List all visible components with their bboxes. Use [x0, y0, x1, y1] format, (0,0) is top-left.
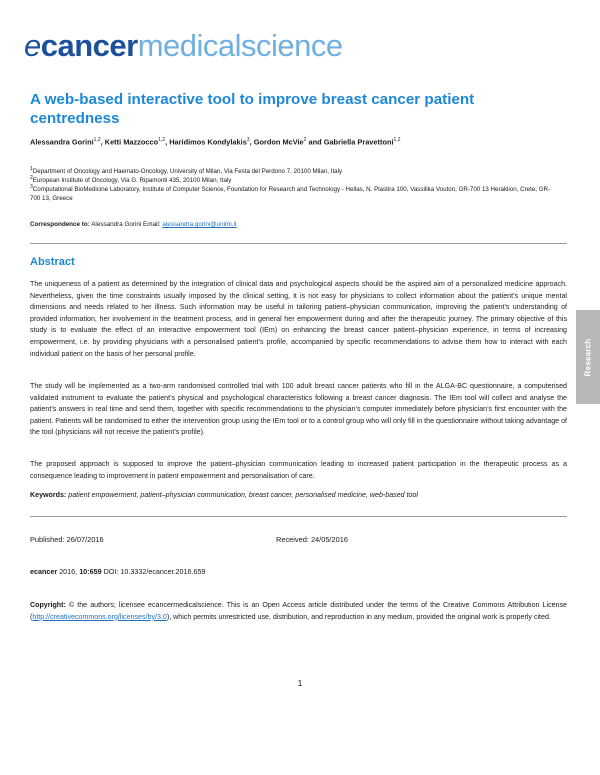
license-link[interactable]: http://creativecommons.org/licenses/by/3.0 [32, 612, 167, 621]
journal-logo: ecancermedicalscience [24, 28, 343, 63]
affiliation: $^3$Computational BioMedicine Laboratory, Institute of Computer Science, Foundation for Research and Technology - Hellas, N. Plastira 100, Vassilika Vouton, GR-700 13 Heraklion, Crete, GR-700 13, Greece [30, 184, 551, 203]
affiliation: $^2$European Institute of Oncology, Via G. Ripamonti 435, 20100 Milan, Italy [30, 175, 232, 185]
page-number: 1 [297, 678, 303, 688]
abstract-paragraph: The uniqueness of a patient as determined by the integration of clinical data and psychological aspects should be the aspired aim of a personalized medicine approach. Nevertheless, given the time constraints usually imposed by the clinical setting, it is not easy for physicians to collect information about the patient’s unique mental dimensions and needs related to her illness. Such information may be useful in tailoring patient–physician communication, improving the patient’s understanding of provided information, her involvement in the treatment process, and in general her empowerment during and after the therapeutic journey. The primary objective of this study is to evaluate the effect of an interactive empowerment tool (IEm) on enhancing the breast cancer patient–physician experience, in terms of increasing empowerment, i.e. by providing physicians with a personalised patient’s profile, accompanied by specific recommendations to advise them how to interact with each individual patient on the basis of her personal profile. [30, 280, 567, 358]
author-name: Haridimos Kondylakis [169, 137, 247, 147]
divider [30, 243, 567, 244]
author-name: Gordon McVie [253, 137, 304, 147]
keywords: Keywords: patient empowerment, patient–physician communication, breast cancer, personalised medicine, web-based tool [30, 491, 419, 499]
citation: ecancer 2016, 10:659 DOI: 10.3332/ecancer.2016.659 [30, 567, 206, 576]
divider [30, 516, 567, 517]
abstract-heading: Abstract [30, 256, 75, 268]
author-name: Alessandra Gorini [30, 137, 94, 147]
email-link[interactable]: alessandra.gorini@unimi.it [162, 221, 237, 228]
abstract-paragraph: The proposed approach is supposed to improve the patient–physician communication leading to increased patient participation in the therapeutic process as a consequence leading to improvement in patient empowerment and personalisation of care. [30, 460, 567, 480]
author-name: Gabriella Pravettoni [323, 137, 394, 147]
correspondence: Correspondence to: Alessandra Gorini Email: alessandra.gorini@unimi.it [30, 221, 237, 228]
author-list: Alessandra Gorini$^{1,2}$, Ketti Mazzocco$^{1,2}$, Haridimos Kondylakis$^3$, Gordon McVie$^2$ and Gabriella Pravettoni$^{1,2}$ [30, 137, 401, 147]
received-date: Received: 24/05/2016 [276, 535, 348, 544]
author-name: Ketti Mazzocco [104, 137, 159, 147]
abstract-paragraph: The study will be implemented as a two-arm randomised controlled trial with 100 adult breast cancer patients who fill in the ALGA-BC questionnaire, a computerised validated instrument to evaluate the patient’s physical and psychological characteristics following a breast cancer diagnosis. The IEm tool will collect and analyse the patient’s answers in real time and send them, together with specific recommendations to the physician’s computer immediately before physician’s first encounter with the patient. Patients will be randomised to either the intervention group using the IEm tool or to a control group who will only fill in the questionnaire without taking advantage of the tool (physicians will not receive the patient’s profile). [30, 382, 567, 437]
published-date: Published: 26/07/2016 [30, 535, 104, 544]
research-section-tab: Research [576, 310, 600, 404]
affiliation: $^1$Department of Oncology and Haemato-Oncology, University of Milan, Via Festa del Perdono 7, 20100 Milan, Italy [30, 166, 343, 176]
article-title: A web-based interactive tool to improve breast cancer patient centredness [30, 91, 475, 127]
copyright-notice: Copyright: © the authors; licensee ecancermedicalscience. This is an Open Access article distributed under the terms of the Creative Commons Attribution License (http://creativecommons.org/licenses/by/3.0), which permits unrestricted use, distribution, and reproduction in any medium, provided the original work is properly cited. [30, 601, 567, 621]
